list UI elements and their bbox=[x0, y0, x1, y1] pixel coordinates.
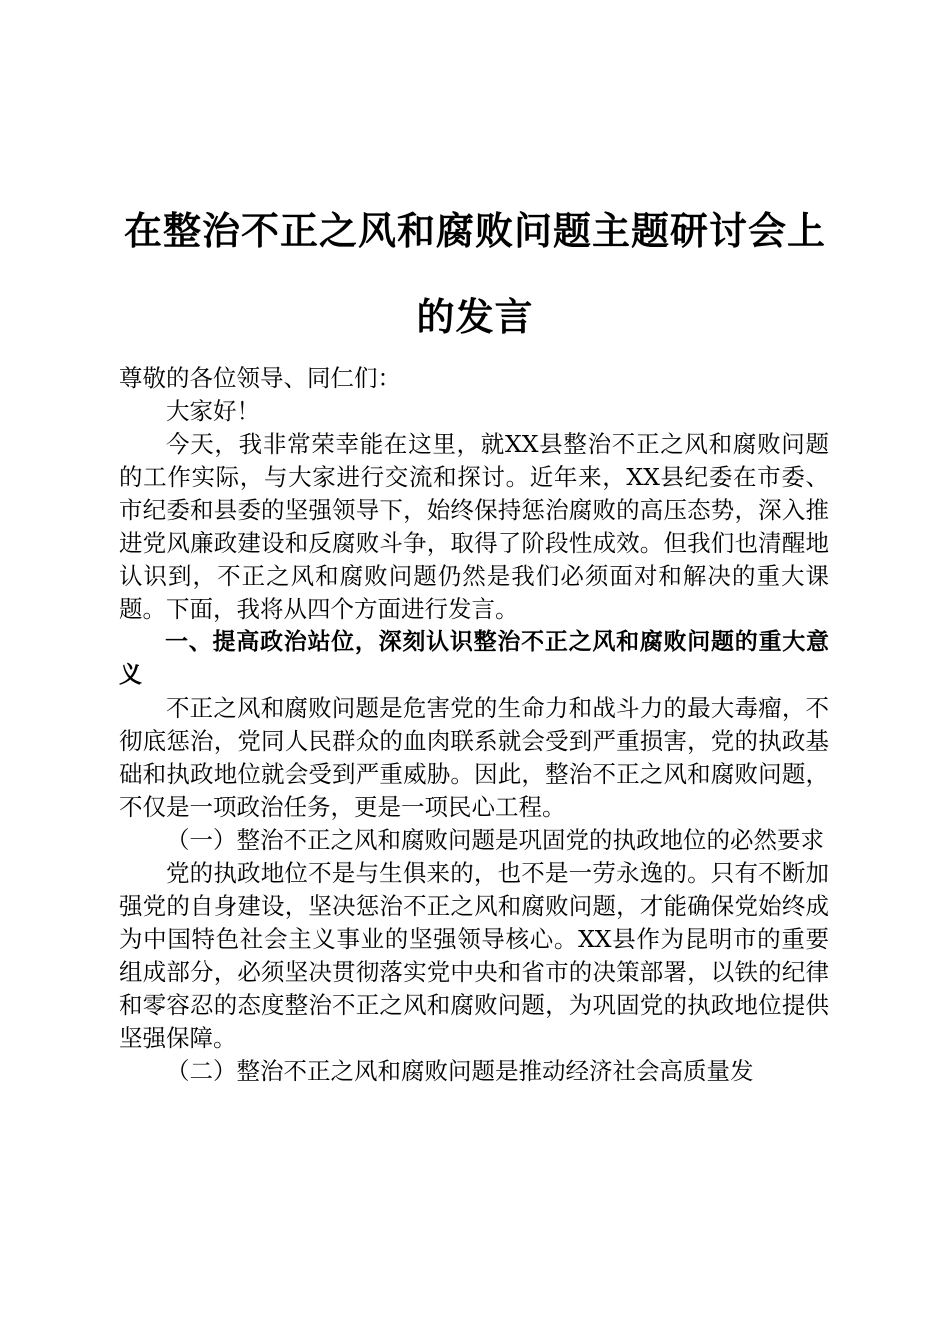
intro-paragraph: 今天，我非常荣幸能在这里，就XX县整治不正之风和腐败问题的工作实际，与大家进行交流和探讨。近年来，XX县纪委在市委、市纪委和县委的坚强领导下，始终保持惩治腐败的高压态势，深入推进党风廉政建设和反腐败斗争，取得了阶段性成效。但我们也清醒地认识到，不正之风和腐败问题仍然是我们必须面对和解决的重大课题。下面，我将从四个方面进行发言。 bbox=[119, 430, 829, 623]
subsection-heading-1: （一）整治不正之风和腐败问题是巩固党的执政地位的必然要求 bbox=[166, 826, 824, 854]
subsection-1-paragraph: 党的执政地位不是与生俱来的，也不是一劳永逸的。只有不断加强党的自身建设，坚决惩治不正之风和腐败问题，才能确保党始终成为中国特色社会主义事业的坚强领导核心。XX县作为昆明市的重要组成部分，必须坚决贯彻落实党中央和省市的决策部署，以铁的纪律和零容忍的态度整治不正之风和腐败问题，为巩固党的执政地位提供坚强保障。 bbox=[119, 859, 829, 1052]
greeting: 大家好！ bbox=[166, 397, 260, 425]
document-body bbox=[119, 362, 829, 1088]
document-title: 在整治不正之风和腐败问题主题研讨会上的发言 bbox=[123, 208, 826, 339]
subsection-heading-2: （二）整治不正之风和腐败问题是推动经济社会高质量发 bbox=[166, 1057, 754, 1085]
section-1-paragraph: 不正之风和腐败问题是危害党的生命力和战斗力的最大毒瘤，不彻底惩治，党同人民群众的血肉联系就会受到严重损害，党的执政基础和执政地位就会受到严重威胁。因此，整治不正之风和腐败问题，不仅是一项政治任务，更是一项民心工程。 bbox=[119, 694, 829, 821]
section-heading-1: 一、提高政治站位，深刻认识整治不正之风和腐败问题的重大意义 bbox=[119, 629, 829, 688]
salutation: 尊敬的各位领导、同仁们： bbox=[119, 364, 401, 392]
